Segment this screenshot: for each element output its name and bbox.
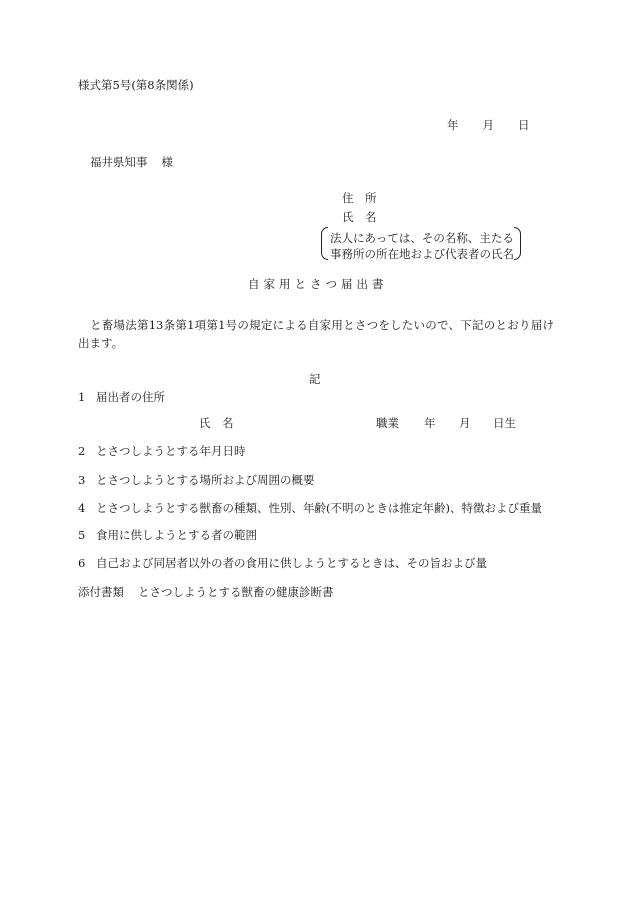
attachments-label: 添付書類 xyxy=(78,585,124,599)
addressee xyxy=(90,157,173,169)
list-item xyxy=(78,392,165,404)
birth-year-label: 年 xyxy=(424,416,436,430)
left-paren xyxy=(321,227,328,260)
attachments xyxy=(78,587,334,599)
body-paragraph: と畜場法第13条第1項第1号の規定による自家用とさつをしたいので、下記のとおり届け出ます。 xyxy=(78,318,554,350)
right-paren xyxy=(514,227,521,260)
item-number: 3 xyxy=(78,473,86,487)
date-line xyxy=(447,120,530,132)
ki-heading: 記 xyxy=(309,372,321,386)
item-number: 4 xyxy=(78,501,86,515)
item-text: とさつしようとする獣畜の種類、性別、年齢(不明のときは推定年齢)、特徴および重量 xyxy=(96,501,542,515)
corporation-note-line1: 法人にあっては、その名称、主たる xyxy=(330,231,514,245)
item-text: 届出者の住所 xyxy=(96,390,165,404)
addressee-honorific: 様 xyxy=(161,155,173,169)
item-number: 5 xyxy=(78,528,86,542)
document-title: 自家用とさつ届出書 xyxy=(248,277,388,291)
list-item xyxy=(78,558,487,570)
corporation-note xyxy=(321,227,521,261)
item-text: とさつしようとする場所および周囲の概要 xyxy=(96,473,315,487)
list-item xyxy=(78,446,246,458)
date-year-label: 年 xyxy=(447,118,459,132)
item-number: 2 xyxy=(78,444,86,458)
date-month-label: 月 xyxy=(482,118,494,132)
applicant-row-name-label: 氏 名 xyxy=(199,416,234,430)
item-number: 6 xyxy=(78,556,86,570)
list-item xyxy=(78,475,315,487)
item-text: とさつしようとする年月日時 xyxy=(96,444,246,458)
item-text: 食用に供しようとする者の範囲 xyxy=(96,528,257,542)
addressee-name: 福井県知事 xyxy=(90,155,148,169)
item-number: 1 xyxy=(78,390,86,404)
item-text: 自己および同居者以外の者の食用に供しようとするときは、その旨および量 xyxy=(96,556,487,570)
birth-day-label: 日生 xyxy=(493,416,516,430)
occupation-label: 職業 xyxy=(376,416,399,430)
attachments-value: とさつしようとする獣畜の健康診断書 xyxy=(138,585,334,599)
form-number: 様式第5号(第8条関係) xyxy=(78,78,194,92)
applicant-info-row xyxy=(199,416,516,430)
applicant-address-label: 住 所 xyxy=(342,191,377,205)
date-day-label: 日 xyxy=(518,118,530,132)
applicant-name-label: 氏 名 xyxy=(342,210,377,224)
birth-month-label: 月 xyxy=(459,416,471,430)
list-item xyxy=(78,530,257,542)
corporation-note-line2: 事務所の所在地および代表者の氏名 xyxy=(330,247,514,261)
list-item xyxy=(78,503,542,515)
